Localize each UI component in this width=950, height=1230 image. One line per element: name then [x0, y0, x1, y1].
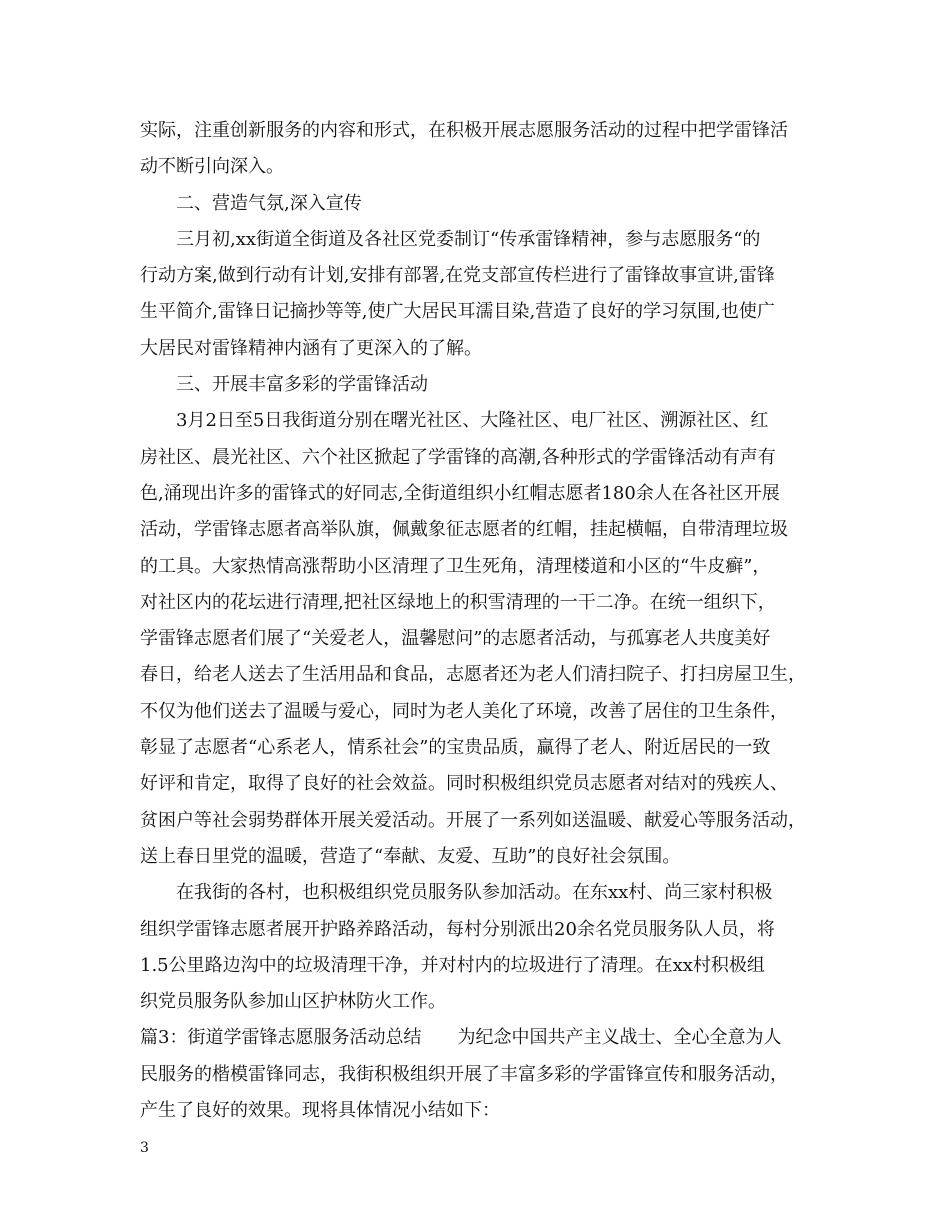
text-line: 春日，给老人送去了生活用品和食品，志愿者还为老人们清扫院子、打扫房屋卫生，: [140, 664, 806, 686]
text-line: 贫困户等社会弱势群体开展关爱活动。开展了一系列如送温暖、献爱心等服务活动，: [140, 809, 806, 831]
text-line: 二、营造气氛,深入宣传: [176, 192, 362, 214]
text-line: 动不断引向深入。: [140, 156, 284, 178]
text-line: 色,涌现出许多的雷锋式的好同志,全街道组织小红帽志愿者180余人在各社区开展: [140, 482, 780, 504]
text-line: 在我街的各村，也积极组织党员服务队参加活动。在东xx村、尚三家村积极: [176, 882, 773, 904]
text-line: 不仅为他们送去了温暖与爱心，同时为老人美化了环境，改善了居住的卫生条件，: [140, 700, 788, 722]
text-line: 3月2日至5日我街道分别在曙光社区、大隆社区、电厂社区、溯源社区、红: [176, 410, 769, 432]
text-line: 织党员服务队参加山区护林防火工作。: [140, 991, 446, 1013]
text-line: 民服务的楷模雷锋同志，我街积极组织开展了丰富多彩的学雷锋宣传和服务活动，: [140, 1063, 788, 1085]
text-line: 三、开展丰富多彩的学雷锋活动: [176, 374, 428, 396]
text-line: 实际，注重创新服务的内容和形式，在积极开展志愿服务活动的过程中把学雷锋活: [140, 120, 788, 141]
text-line: 房社区、晨光社区、六个社区掀起了学雷锋的高潮,各种形式的学雷锋活动有声有: [140, 446, 776, 468]
text-line: 对社区内的花坛进行清理,把社区绿地上的积雪清理的一干二净。在统一组织下，: [140, 591, 776, 613]
text-line: 篇3：街道学雷锋志愿服务活动总结 为纪念中国共产主义战士、全心全意为人: [140, 1027, 782, 1049]
text-line: 生平简介,雷锋日记摘抄等等,使广大居民耳濡目染,营造了良好的学习氛围,也使广: [140, 301, 775, 323]
text-line: 产生了良好的效果。现将具体情况小结如下：: [140, 1100, 500, 1122]
text-line: 好评和肯定，取得了良好的社会效益。同时积极组织党员志愿者对结对的残疾人、: [140, 773, 788, 795]
document-body: [140, 113, 830, 1129]
text-line: 的工具。大家热情高涨帮助小区清理了卫生死角，清理楼道和小区的“牛皮癣”，: [140, 555, 771, 577]
text-line: 彰显了志愿者“心系老人，情系社会”的宝贵品质，赢得了老人、附近居民的一致: [140, 737, 771, 759]
text-line: 大居民对雷锋精神内涵有了更深入的了解。: [140, 337, 482, 359]
text-line: 送上春日里党的温暖，营造了“奉献、友爱、互助”的良好社会氛围。: [140, 845, 681, 867]
text-line: 组织学雷锋志愿者展开护路养路活动，每村分别派出20余名党员服务队人员，将: [140, 918, 775, 940]
text-line: 三月初,xx街道全街道及各社区党委制订“传承雷锋精神，参与志愿服务“的: [176, 228, 761, 250]
text-line: 行动方案,做到行动有计划,安排有部署,在党支部宣传栏进行了雷锋故事宣讲,雷锋: [140, 265, 775, 287]
text-line: 学雷锋志愿者们展了“关爱老人，温馨慰问”的志愿者活动，与孤寡老人共度美好: [140, 628, 771, 650]
text-line: 1.5公里路边沟中的垃圾清理干净，并对村内的垃圾进行了清理。在xx村积极组: [140, 954, 765, 976]
text-line: 活动，学雷锋志愿者高举队旗，佩戴象征志愿者的红帽，挂起横幅，自带清理垃圾: [140, 519, 788, 541]
page-number: 3: [140, 1140, 149, 1156]
